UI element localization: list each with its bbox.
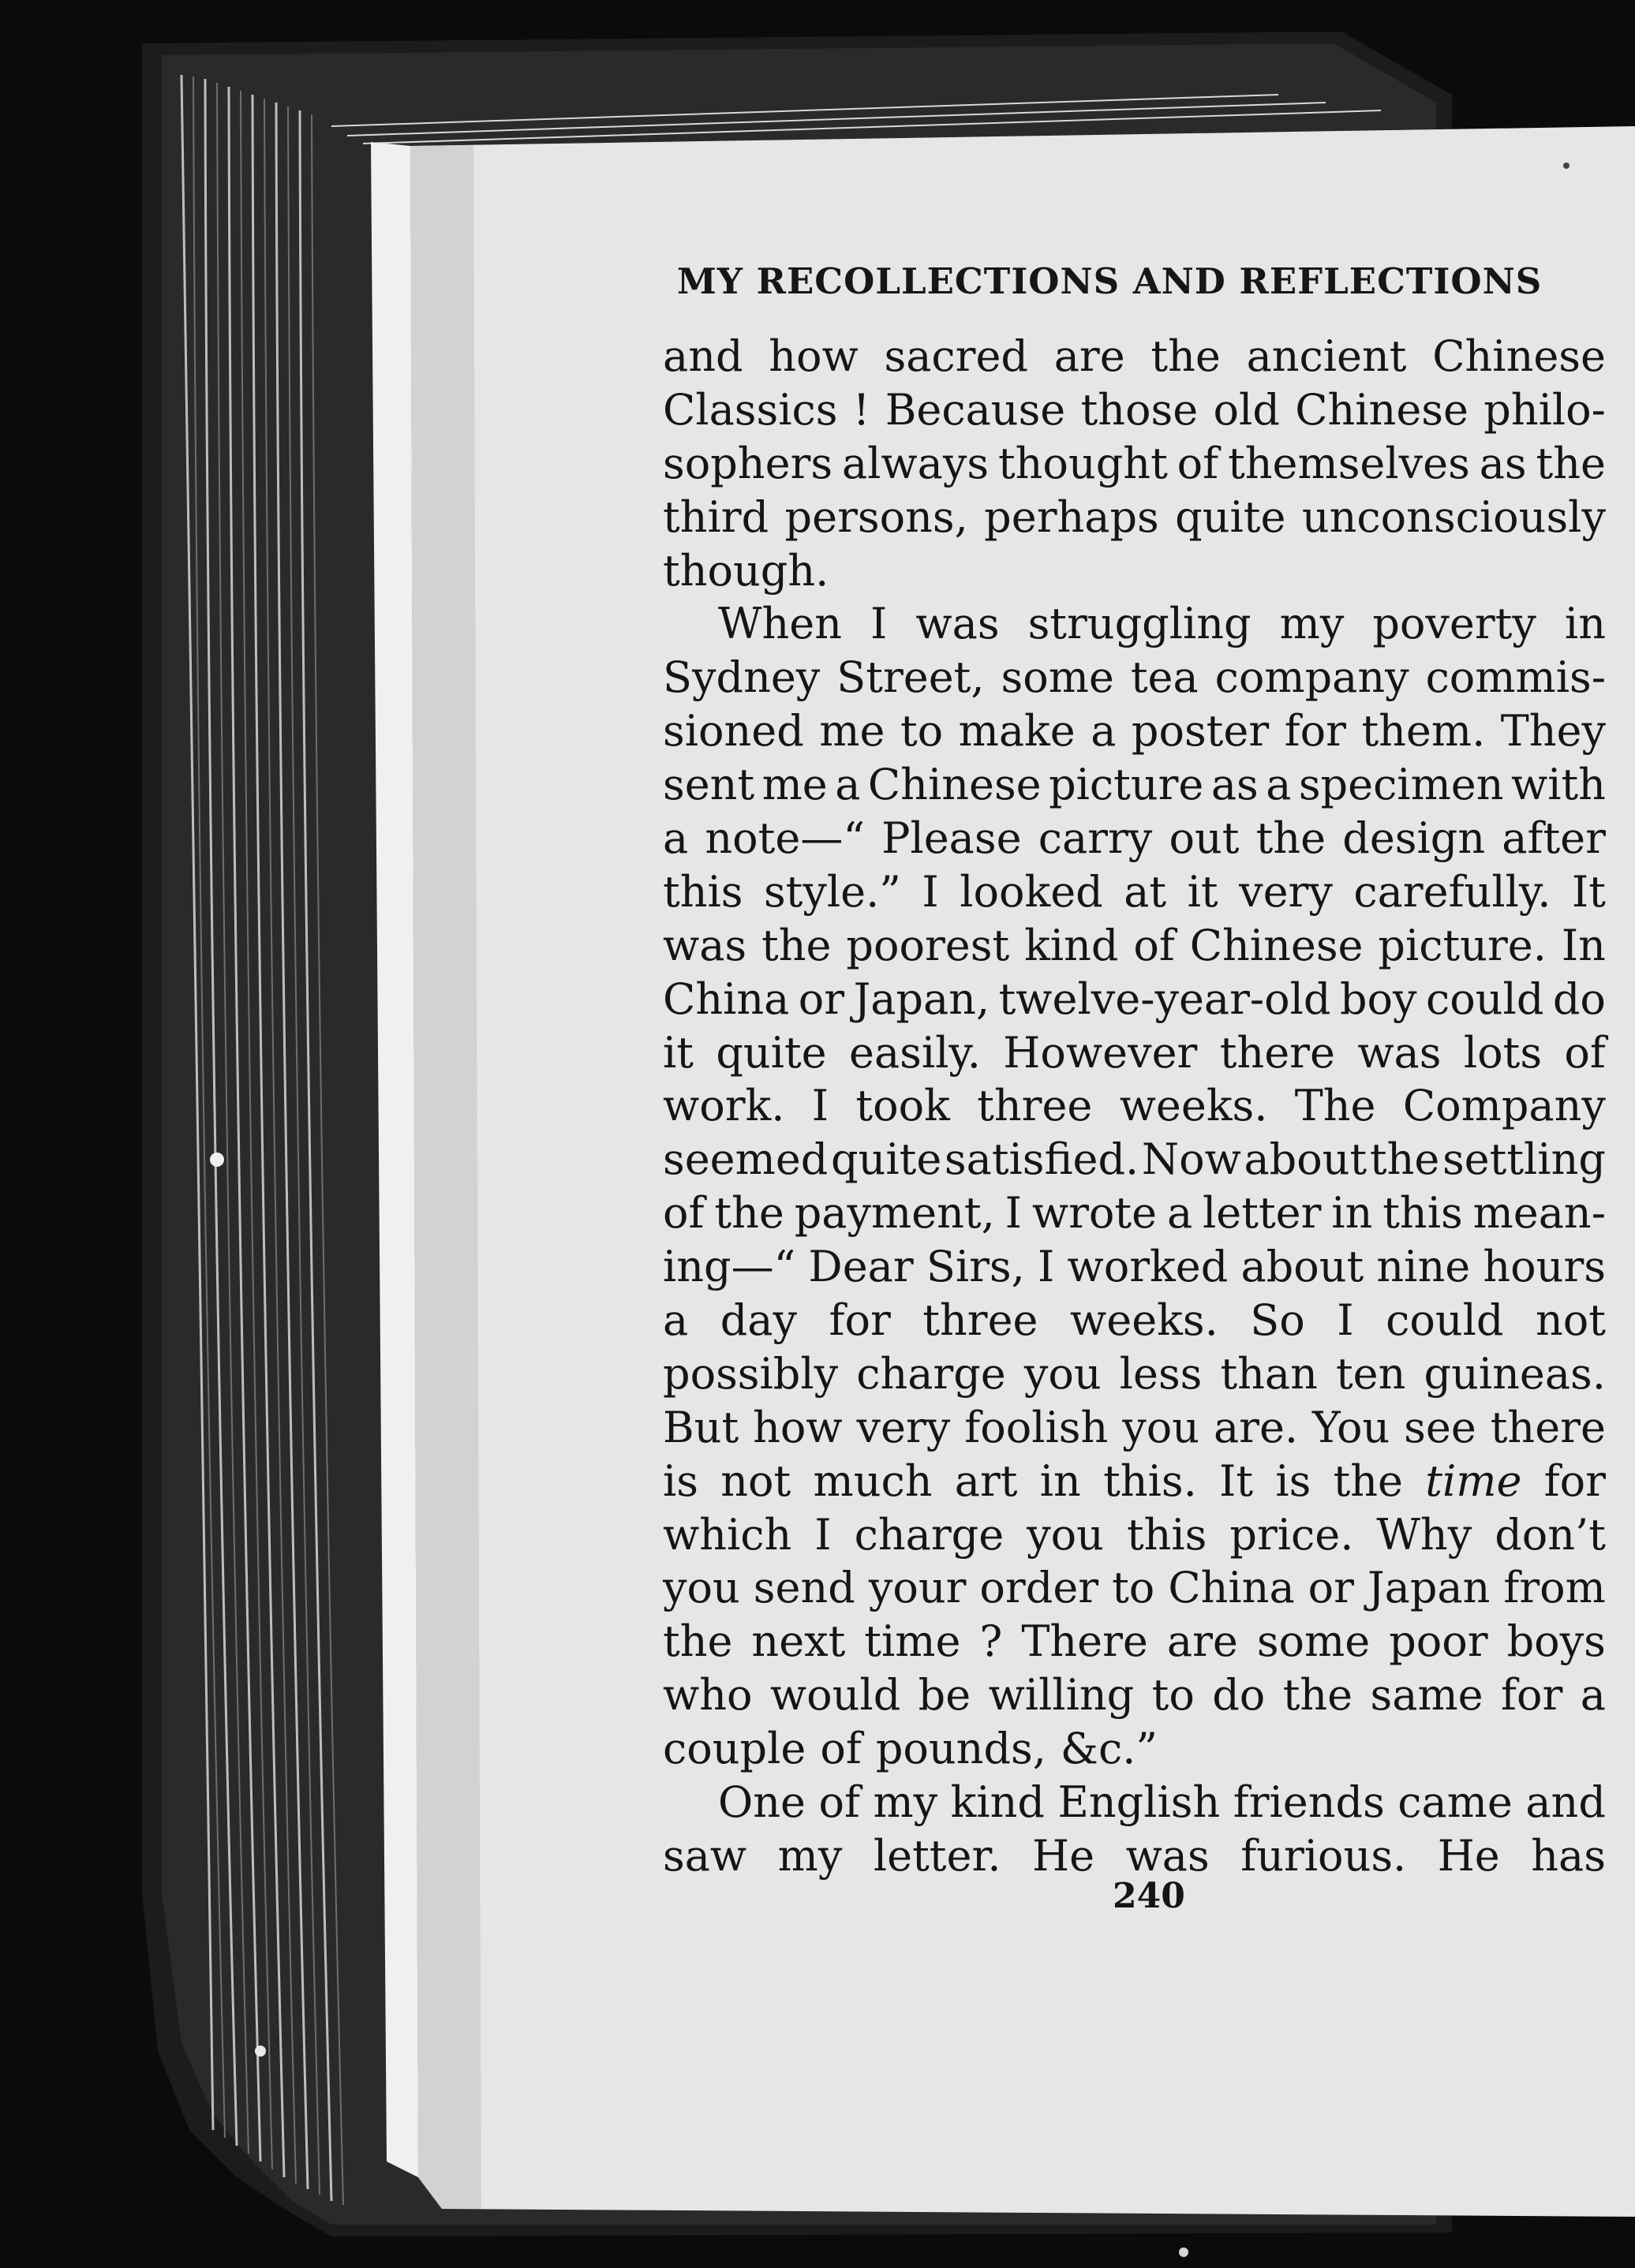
word: struggling — [1027, 599, 1252, 649]
word: are. — [1213, 1402, 1299, 1452]
word: It — [1219, 1455, 1254, 1506]
word: you — [663, 1563, 740, 1613]
word: not — [720, 1455, 791, 1506]
word: of — [1564, 1027, 1606, 1078]
word: though. — [663, 545, 829, 596]
word: They — [1500, 706, 1606, 757]
text-line — [663, 704, 1606, 758]
word: ? — [979, 1616, 1003, 1667]
word: was — [1357, 1027, 1442, 1078]
word: three — [977, 1081, 1093, 1131]
word: poorest — [846, 920, 1010, 970]
word: to — [900, 706, 944, 757]
word: see — [1404, 1402, 1476, 1452]
word: always — [841, 438, 990, 488]
word: the — [1150, 331, 1221, 381]
word: pounds, — [875, 1724, 1046, 1774]
word: poor — [1389, 1616, 1488, 1667]
word: Chinese — [1189, 920, 1364, 970]
word: old — [1213, 384, 1280, 435]
word: and — [663, 331, 743, 381]
word: He — [1437, 1830, 1500, 1881]
text-line — [663, 1455, 1606, 1508]
text-line — [663, 1079, 1606, 1133]
word: Please — [881, 813, 1022, 864]
word: out — [1169, 813, 1240, 864]
word: carefully. — [1353, 866, 1551, 917]
word: to — [1151, 1670, 1195, 1721]
word: with — [1510, 760, 1606, 810]
word: foolish — [964, 1402, 1109, 1452]
word: You — [1312, 1402, 1390, 1452]
word: perhaps — [984, 491, 1159, 542]
word: is — [663, 1455, 698, 1506]
word: came — [1397, 1777, 1513, 1828]
word: letter — [1203, 1188, 1322, 1239]
word: looked — [960, 866, 1103, 917]
word: Why — [1376, 1509, 1472, 1560]
word: for — [1501, 1670, 1563, 1721]
word: art — [954, 1455, 1018, 1506]
word: to — [1112, 1563, 1155, 1613]
word: satisfied. — [944, 1134, 1139, 1185]
word: China — [1168, 1563, 1295, 1613]
text-line — [663, 1026, 1606, 1080]
word: Chinese — [1432, 331, 1606, 381]
word: at — [1124, 866, 1167, 917]
word: not — [1535, 1295, 1606, 1346]
text-line — [663, 437, 1606, 491]
word: sioned — [663, 706, 804, 757]
word: some — [1256, 1616, 1371, 1667]
word: friends — [1233, 1777, 1385, 1828]
word: possibly — [663, 1348, 839, 1399]
word: specimen — [1298, 760, 1504, 810]
page-number: 240 — [1113, 1876, 1185, 1916]
word: Because — [885, 384, 1066, 435]
word: sent — [663, 760, 755, 810]
word: weeks. — [1119, 1081, 1268, 1131]
word: was — [915, 599, 1000, 649]
word: willing — [988, 1670, 1135, 1721]
word: and — [1525, 1777, 1606, 1828]
word: you — [1027, 1509, 1104, 1560]
book-page — [663, 237, 1629, 1972]
word: thought — [997, 438, 1168, 488]
word: would — [769, 1670, 901, 1721]
word: Chinese — [1295, 384, 1469, 435]
word: ! — [852, 384, 870, 435]
word: less — [1119, 1348, 1203, 1399]
word: how — [769, 331, 859, 381]
word: I — [814, 1509, 832, 1560]
word: in — [1331, 1188, 1373, 1239]
word: send — [753, 1563, 855, 1613]
word: There — [1021, 1616, 1148, 1667]
word: philo- — [1483, 384, 1606, 435]
word: a — [663, 813, 689, 864]
word: time — [1425, 1455, 1522, 1506]
word: kind — [1024, 920, 1119, 970]
word: the — [1369, 1134, 1440, 1185]
word: commis- — [1425, 652, 1606, 703]
word: Chinese — [867, 760, 1042, 810]
word: you — [1023, 1348, 1102, 1399]
word: this — [1382, 1188, 1463, 1239]
word: much — [813, 1455, 933, 1506]
word: than — [1220, 1348, 1318, 1399]
word: as — [1479, 438, 1527, 488]
word: three — [922, 1295, 1038, 1346]
word: how — [753, 1402, 843, 1452]
word: twelve-year-old — [998, 973, 1331, 1024]
text-line — [663, 1829, 1606, 1883]
word: Sydney — [663, 652, 821, 703]
word: of — [820, 1724, 862, 1774]
text-line — [663, 597, 1606, 651]
word: style.” — [763, 866, 901, 917]
word: boys — [1506, 1616, 1606, 1667]
word: seemed — [663, 1134, 829, 1185]
word: or — [798, 973, 845, 1024]
word: has — [1531, 1830, 1606, 1881]
word: the — [1333, 1455, 1403, 1506]
word: I — [811, 1081, 829, 1131]
word: design — [1342, 813, 1486, 864]
word: make — [958, 706, 1076, 757]
word: ten — [1335, 1348, 1406, 1399]
word: which — [663, 1509, 792, 1560]
word: poverty — [1372, 599, 1536, 649]
text-line — [663, 1240, 1606, 1294]
word: Sirs, — [926, 1242, 1025, 1292]
word: this. — [1103, 1455, 1197, 1506]
text-line — [663, 865, 1606, 919]
word: be — [918, 1670, 971, 1721]
word: guineas. — [1424, 1348, 1606, 1399]
word: carry — [1038, 813, 1153, 864]
word: is — [1275, 1455, 1311, 1506]
word: charge — [856, 1348, 1006, 1399]
text-line — [663, 491, 1606, 544]
word: Now — [1141, 1134, 1241, 1185]
word: So — [1250, 1295, 1305, 1346]
word: Dear — [808, 1242, 914, 1292]
text-line — [663, 1615, 1606, 1668]
text-line — [663, 1561, 1606, 1615]
text-line — [663, 758, 1606, 812]
word: One — [718, 1777, 806, 1828]
word: do — [1212, 1670, 1266, 1721]
word: charge — [854, 1509, 1005, 1560]
text-line — [663, 651, 1606, 704]
word: a — [663, 1295, 689, 1346]
word: in — [1039, 1455, 1081, 1506]
word: of — [1177, 438, 1219, 488]
word: China — [663, 973, 790, 1024]
word: easily. — [849, 1027, 981, 1078]
word: time — [864, 1616, 961, 1667]
word: quite — [716, 1027, 827, 1078]
word: who — [663, 1670, 753, 1721]
word: kind — [950, 1777, 1045, 1828]
text-line — [663, 544, 1606, 598]
word: It — [1571, 866, 1606, 917]
word: me — [819, 706, 885, 757]
word: I — [922, 866, 939, 917]
word: third — [663, 491, 769, 542]
word: order — [979, 1563, 1099, 1613]
word: as — [1210, 760, 1259, 810]
text-line — [663, 1722, 1606, 1776]
word: price. — [1229, 1509, 1354, 1560]
text-line — [663, 1508, 1606, 1562]
word: mean- — [1472, 1188, 1606, 1239]
word: do — [1552, 973, 1606, 1024]
word: English — [1057, 1777, 1221, 1828]
text-line — [663, 383, 1606, 437]
word: picture. — [1378, 920, 1547, 970]
word: sacred — [884, 331, 1028, 381]
text-line — [663, 1294, 1606, 1347]
word: this — [1126, 1509, 1207, 1560]
word: I — [1037, 1242, 1055, 1292]
word: was — [663, 920, 747, 970]
word: my — [1279, 599, 1345, 649]
word: from — [1503, 1563, 1606, 1613]
word: picture — [1049, 760, 1204, 810]
text-line — [663, 1776, 1606, 1829]
word: The — [1294, 1081, 1376, 1131]
word: company — [1214, 652, 1409, 703]
word: it — [1187, 866, 1218, 917]
word: of — [663, 1188, 705, 1239]
word: was — [1125, 1830, 1210, 1881]
word: could — [1426, 973, 1544, 1024]
text-line — [663, 919, 1606, 973]
word: Japan — [1367, 1563, 1491, 1613]
word: day — [720, 1295, 797, 1346]
word: those — [1080, 384, 1199, 435]
text-line — [663, 1668, 1606, 1722]
word: don’t — [1495, 1509, 1606, 1560]
word: nine — [1376, 1242, 1471, 1292]
word: the — [714, 1188, 784, 1239]
word: your — [868, 1563, 967, 1613]
text-line — [663, 973, 1606, 1026]
word: there — [1490, 1402, 1606, 1452]
word: I — [1005, 1188, 1022, 1239]
word: a — [1266, 760, 1292, 810]
word: ing—“ — [663, 1242, 796, 1292]
word: worked — [1067, 1242, 1229, 1292]
word: me — [761, 760, 828, 810]
word: Company — [1402, 1081, 1606, 1131]
word: letter. — [873, 1830, 1001, 1881]
word: the — [663, 1616, 733, 1667]
word: very — [1239, 866, 1333, 917]
word: after — [1502, 813, 1606, 864]
word: settling — [1442, 1134, 1606, 1185]
word: very — [856, 1402, 951, 1452]
text-line — [663, 1347, 1606, 1401]
word: couple — [663, 1724, 806, 1774]
word: a — [1091, 706, 1117, 757]
word: Street, — [836, 652, 985, 703]
text-line — [663, 812, 1606, 865]
word: a — [835, 760, 861, 810]
word: sophers — [663, 438, 833, 488]
word: saw — [663, 1830, 747, 1881]
word: unconsciously — [1301, 491, 1606, 542]
body-text — [663, 330, 1606, 1883]
text-line — [663, 330, 1606, 383]
word: hours — [1483, 1242, 1606, 1292]
word: the — [761, 920, 832, 970]
word: or — [1308, 1563, 1354, 1613]
word: Classics — [663, 384, 838, 435]
word: are — [1053, 331, 1125, 381]
word: persons, — [784, 491, 968, 542]
word: of — [818, 1777, 860, 1828]
word: are — [1166, 1616, 1238, 1667]
word: lots — [1463, 1027, 1543, 1078]
word: the — [1255, 813, 1326, 864]
word: same — [1370, 1670, 1483, 1721]
word: ancient — [1246, 331, 1407, 381]
word: them. — [1361, 706, 1486, 757]
word: the — [1282, 1670, 1353, 1721]
word: a — [1166, 1188, 1193, 1239]
word: However — [1003, 1027, 1198, 1078]
word: I — [1337, 1295, 1354, 1346]
word: a — [1580, 1670, 1606, 1721]
word: boy — [1339, 973, 1417, 1024]
word: &c.” — [1060, 1724, 1158, 1774]
word: it — [663, 1027, 694, 1078]
word: in — [1564, 599, 1606, 649]
word: work. — [663, 1081, 785, 1131]
word: this — [663, 866, 743, 917]
word: wrote — [1031, 1188, 1158, 1239]
word: my — [777, 1830, 843, 1881]
word: about — [1240, 1242, 1364, 1292]
word: for — [1543, 1455, 1606, 1506]
word: Japan, — [853, 973, 990, 1024]
word: In — [1561, 920, 1606, 970]
word: the — [1536, 438, 1606, 488]
word: of — [1133, 920, 1175, 970]
word: tea — [1130, 652, 1199, 703]
word: for — [829, 1295, 891, 1346]
word: He — [1032, 1830, 1095, 1881]
word: quite — [1175, 491, 1286, 542]
word: my — [873, 1777, 938, 1828]
word: took — [855, 1081, 950, 1131]
word: there — [1219, 1027, 1335, 1078]
word: some — [1001, 652, 1114, 703]
word: weeks. — [1070, 1295, 1218, 1346]
word: you — [1122, 1402, 1200, 1452]
text-line — [663, 1186, 1606, 1240]
word: I — [870, 599, 888, 649]
text-line — [663, 1401, 1606, 1455]
word: for — [1284, 706, 1346, 757]
word: payment, — [794, 1188, 995, 1239]
running-head: MY RECOLLECTIONS AND REFLECTIONS — [677, 260, 1543, 302]
word: next — [751, 1616, 846, 1667]
word: quite — [831, 1134, 942, 1185]
word: When — [718, 599, 843, 649]
word: note—“ — [705, 813, 865, 864]
word: poster — [1131, 706, 1270, 757]
word: could — [1386, 1295, 1504, 1346]
word: furious. — [1240, 1830, 1407, 1881]
text-line — [663, 1133, 1606, 1186]
word: about — [1244, 1134, 1367, 1185]
word: themselves — [1228, 438, 1470, 488]
word: But — [663, 1402, 739, 1452]
